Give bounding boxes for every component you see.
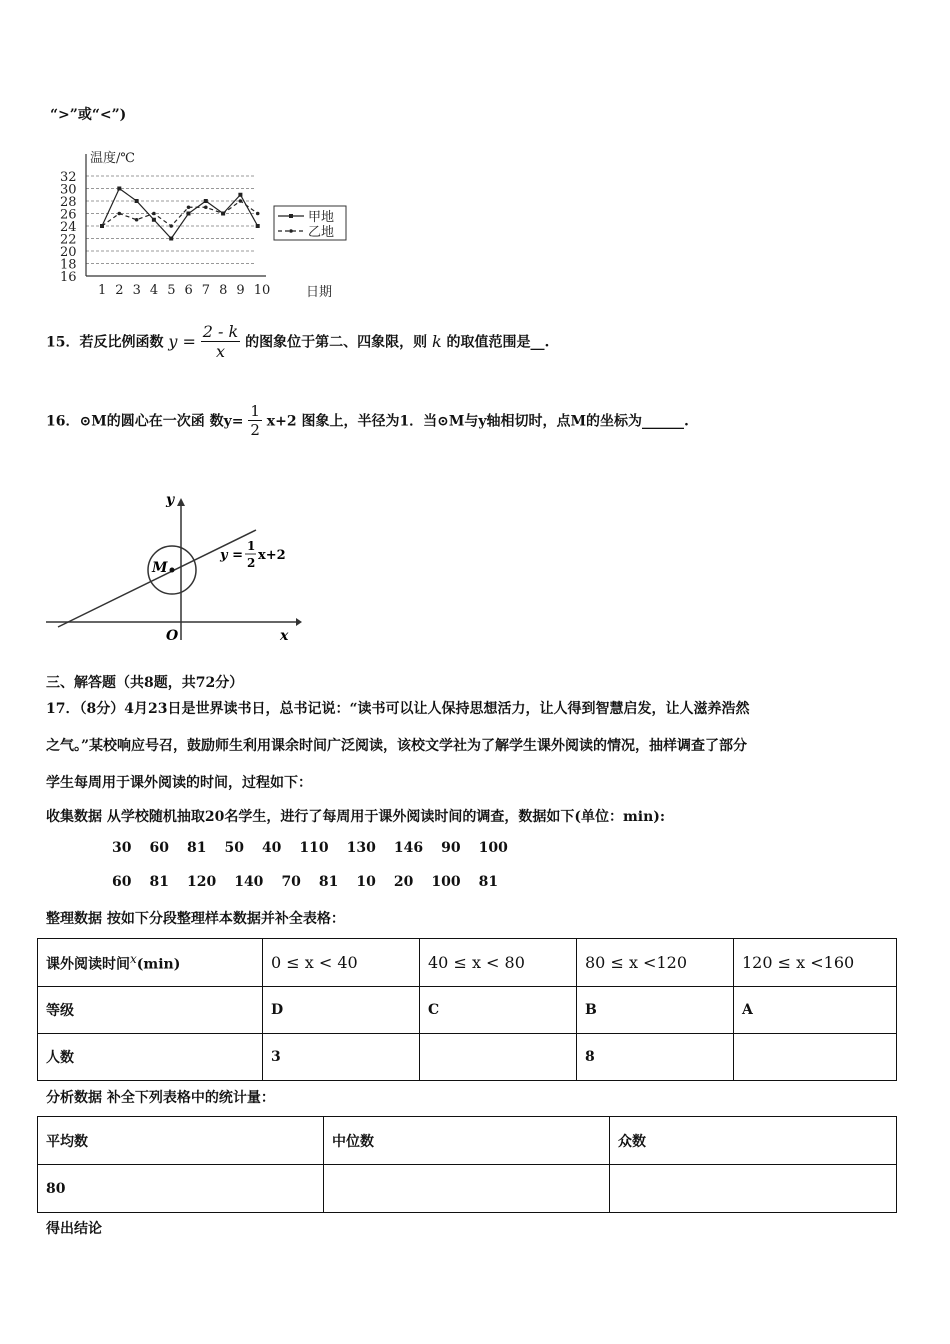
q15-fraction — [201, 322, 240, 361]
data-point — [152, 212, 156, 216]
q15-prefix: 15．若反比例函数 — [46, 334, 164, 351]
y-tick-label: 20 — [60, 245, 77, 260]
graph-eq-suffix: x+2 — [258, 548, 286, 563]
t1-grade-3: A — [734, 987, 897, 1034]
data-point — [187, 205, 191, 209]
data-point — [221, 212, 225, 216]
q16-frac-den: 2 — [250, 421, 260, 439]
data-value: 130 — [346, 840, 376, 856]
t2-value-mean: 80 — [38, 1165, 324, 1213]
data-value: 120 — [186, 874, 217, 890]
data-value: 146 — [393, 840, 424, 856]
data-point — [135, 199, 139, 203]
y-tick-label: 16 — [60, 270, 77, 285]
t1-grade-1: C — [420, 987, 577, 1034]
x-tick-label: 1 — [98, 283, 107, 298]
graph-x-label: x — [280, 628, 289, 644]
t1-count-0: 3 — [263, 1034, 420, 1081]
q17-analyze: 分析数据 补全下列表格中的统计量： — [46, 1090, 275, 1106]
y-tick-label: 32 — [60, 170, 77, 185]
t1-grade-label: 等级 — [38, 987, 263, 1034]
q15-var-k: k — [431, 332, 442, 351]
x-tick-label: 4 — [149, 283, 159, 298]
data-value: 40 — [261, 840, 282, 856]
data-value: 140 — [234, 874, 264, 890]
data-value: 50 — [224, 840, 244, 856]
data-point — [204, 205, 208, 209]
data-point — [204, 199, 208, 203]
t1-count-1 — [420, 1034, 577, 1081]
legend-label: 甲地 — [308, 210, 335, 225]
y-axis-arrow — [177, 498, 185, 506]
t1-count-2: 8 — [577, 1034, 734, 1081]
t1-range-0: 0 ≤ x < 40 — [263, 939, 420, 987]
t1-header-var: x — [130, 951, 137, 966]
data-point — [135, 218, 139, 222]
q17-line3: 学生每周用于课外阅读的时间，过程如下： — [46, 775, 312, 791]
t2-header-mean: 平均数 — [38, 1117, 324, 1165]
t1-range-2: 80 ≤ x <120 — [577, 939, 734, 987]
y-tick-label: 28 — [60, 195, 77, 210]
question-16 — [46, 402, 689, 439]
x-tick-label: 6 — [184, 283, 193, 298]
data-point — [256, 224, 260, 228]
question-15 — [46, 322, 549, 361]
data-value: 60 — [112, 874, 132, 890]
graph-m-label: M — [152, 560, 168, 576]
x-tick-label: 7 — [201, 283, 211, 298]
q17-data-row-1 — [112, 840, 526, 856]
top-line: “>”或“<”) — [50, 107, 127, 123]
data-point — [169, 224, 173, 228]
y-tick-label: 30 — [60, 182, 77, 198]
data-value: 81 — [318, 874, 339, 890]
legend-marker — [289, 214, 293, 218]
legend-label: 乙地 — [308, 225, 335, 240]
q15-y-eq: y = — [168, 332, 196, 351]
data-value: 81 — [186, 840, 207, 856]
x-tick-label: 10 — [253, 283, 271, 298]
graph-origin-label: O — [166, 628, 179, 644]
data-value: 90 — [441, 840, 461, 856]
q17-line1: 17．（8分）4月23日是世界读书日，总书记说：“读书可以让人保持思想活力，让人得到智慧启发，让人滋养浩然 — [46, 701, 750, 717]
graph-eq-num: 1 — [247, 539, 256, 553]
data-value: 100 — [431, 874, 461, 890]
q16-fraction — [248, 402, 262, 439]
data-value: 100 — [478, 840, 508, 856]
q17-conclusion: 得出结论 — [46, 1221, 102, 1237]
data-point — [187, 212, 191, 216]
data-point — [152, 218, 156, 222]
data-value: 30 — [112, 840, 132, 856]
q17-data-row-2 — [112, 874, 516, 890]
x-axis-label: 日期 — [306, 285, 333, 300]
data-point — [117, 187, 121, 191]
center-m-point — [170, 568, 175, 573]
x-tick-label: 3 — [132, 283, 141, 298]
q15-frac-num: 2 - k — [202, 322, 239, 341]
q17-collect: 收集数据 从学校随机抽取20名学生，进行了每周用于课外阅读时间的调查，数据如下(单位：min): — [46, 809, 666, 825]
t1-count-3 — [734, 1034, 897, 1081]
t1-header-cell — [38, 939, 263, 987]
t2-value-mode — [610, 1165, 897, 1213]
data-value: 110 — [299, 840, 329, 856]
y-tick-label: 22 — [60, 232, 77, 248]
q16-suffix: x+2 图象上，半径为1．当⊙M与y轴相切时，点M的坐标为______. — [266, 413, 689, 430]
q15-frac-den: x — [215, 342, 225, 361]
graph-eq-den: 2 — [247, 556, 256, 570]
t1-count-label: 人数 — [38, 1034, 263, 1081]
data-point — [239, 199, 243, 203]
t2-header-median: 中位数 — [324, 1117, 610, 1165]
temperature-chart — [56, 146, 356, 302]
series-line-甲地 — [102, 189, 258, 239]
data-value: 60 — [149, 840, 169, 856]
q16-frac-num: 1 — [250, 402, 260, 420]
t1-range-3: 120 ≤ x <160 — [734, 939, 897, 987]
x-tick-label: 8 — [219, 283, 228, 298]
y-tick-label: 24 — [60, 220, 77, 235]
series-line-乙地 — [102, 201, 258, 226]
y-tick-label: 26 — [60, 207, 77, 223]
data-value: 10 — [356, 874, 376, 890]
q16-prefix: 16．⊙M的圆心在一次函 数y= — [46, 413, 244, 430]
x-tick-label: 5 — [167, 283, 176, 298]
table-statistics — [37, 1116, 897, 1213]
legend-marker — [289, 229, 293, 233]
q15-middle: 的图象位于第二、四象限，则 — [245, 334, 428, 351]
graph-y-label: y — [166, 492, 175, 508]
x-axis-arrow — [296, 618, 302, 626]
data-point — [238, 193, 242, 197]
q15-suffix: 的取值范围是__. — [446, 334, 550, 351]
data-point — [118, 212, 122, 216]
line-y-half-x-plus-2 — [58, 530, 256, 627]
data-value: 81 — [478, 874, 499, 890]
t1-range-1: 40 ≤ x < 80 — [420, 939, 577, 987]
graph-eq-prefix: y = — [220, 548, 243, 563]
data-point — [169, 237, 173, 241]
y-tick-label: 18 — [60, 257, 77, 273]
table-grouping — [37, 938, 897, 1081]
data-point — [100, 224, 104, 228]
data-value: 20 — [393, 874, 414, 890]
data-point — [256, 212, 260, 216]
x-tick-label: 9 — [236, 283, 245, 298]
q17-organize: 整理数据 按如下分段整理样本数据并补全表格： — [46, 911, 345, 927]
data-value: 81 — [149, 874, 169, 890]
t1-grade-0: D — [263, 987, 420, 1034]
x-tick-label: 2 — [115, 283, 124, 298]
q16-graph — [44, 490, 304, 650]
t1-header-label: 课外阅读时间 — [46, 956, 130, 973]
y-axis-label: 温度/℃ — [90, 151, 135, 166]
q17-line2: 之气。”某校响应号召，鼓励师生利用课余时间广泛阅读，该校文学社为了解学生课外阅读的情况，抽样调查了部分 — [46, 738, 748, 754]
t1-grade-2: B — [577, 987, 734, 1034]
t2-header-mode: 众数 — [610, 1117, 897, 1165]
t1-header-unit: (min) — [136, 956, 181, 973]
section-3-heading: 三、解答题（共8题，共72分） — [46, 675, 244, 691]
data-value: 70 — [281, 874, 301, 890]
t2-value-median — [324, 1165, 610, 1213]
